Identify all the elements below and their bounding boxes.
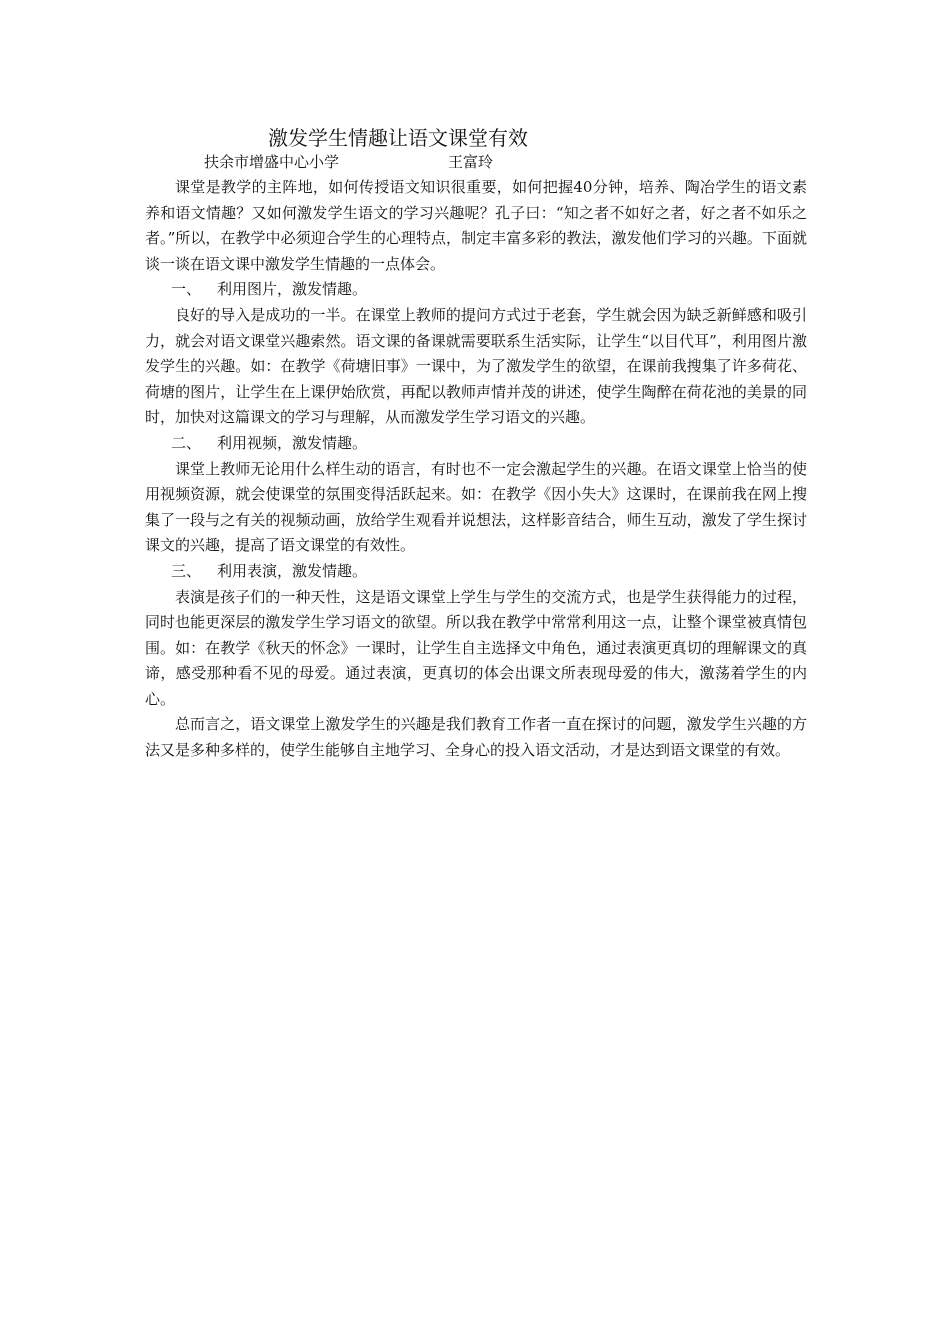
section-heading-1 — [145, 277, 807, 303]
section-number-2: 二、 — [171, 433, 202, 452]
section-heading-2 — [145, 431, 807, 457]
section-heading-3 — [145, 559, 807, 585]
section-title-2: 利用视频，激发情趣。 — [217, 433, 368, 452]
author-name: 王富玲 — [448, 153, 494, 171]
byline — [204, 152, 494, 172]
section-paragraph-3: 表演是孩子们的一种天性，这是语文课堂上学生与学生的交流方式，也是学生获得能力的过程，同时也能更深层的激发学生学习语文的欲望。所以我在教学中常常利用这一点，让整个课堂被真情包围。如：在教学《秋天的怀念》一课时，让学生自主选择文中角色，通过表演更真切的理解课文的真谛，感受那种看不见的母爱。通过表演，更真切的体会出课文所表现母爱的伟大，激荡着学生的内心。 — [145, 587, 807, 708]
section-title-3: 利用表演，激发情趣。 — [217, 561, 368, 580]
section-number-3: 三、 — [171, 561, 202, 580]
school-name: 扶余市增盛中心小学 — [204, 153, 340, 171]
section-title-1: 利用图片，激发情趣。 — [217, 280, 368, 299]
intro-paragraph: 课堂是教学的主阵地，如何传授语文知识很重要，如何把握40分钟，培养、陶冶学生的语文素养和语文情趣？又如何激发学生语文的学习兴趣呢？孔子曰：“知之者不如好之者，好之者不如乐之者。”所以，在教学中必须迎合学生的心理特点，制定丰富多彩的教法，激发他们学习的兴趣。下面就谈一谈在语文课中激发学生情趣的一点体会。 — [145, 178, 807, 273]
section-number-1: 一、 — [171, 280, 202, 299]
article-body — [145, 175, 807, 764]
section-paragraph-1: 良好的导入是成功的一半。在课堂上教师的提问方式过于老套，学生就会因为缺乏新鲜感和吸引力，就会对语文课堂兴趣索然。语文课的备课就需要联系生活实际，让学生“以目代耳”，利用图片激发学生的兴趣。如：在教学《荷塘旧事》一课中，为了激发学生的欲望，在课前我搜集了许多荷花、荷塘的图片，让学生在上课伊始欣赏，再配以教师声情并茂的讲述，使学生陶醉在荷花池的美景的同时，加快对这篇课文的学习与理解，从而激发学生学习语文的兴趣。 — [145, 305, 807, 427]
section-paragraph-2: 课堂上教师无论用什么样生动的语言，有时也不一定会激起学生的兴趣。在语文课堂上恰当的使用视频资源，就会使课堂的氛围变得活跃起来。如：在教学《因小失大》这课时，在课前我在网上搜集了一段与之有关的视频动画，放给学生观看并说想法，这样影音结合，师生互动，激发了学生探讨课文的兴趣，提高了语文课堂的有效性。 — [145, 459, 807, 555]
document-title: 激发学生情趣让语文课堂有效 — [268, 126, 528, 150]
conclusion-paragraph: 总而言之，语文课堂上激发学生的兴趣是我们教育工作者一直在探讨的问题，激发学生兴趣的方法又是多种多样的，使学生能够自主地学习、全身心的投入语文活动，才是达到语文课堂的有效。 — [145, 715, 807, 760]
